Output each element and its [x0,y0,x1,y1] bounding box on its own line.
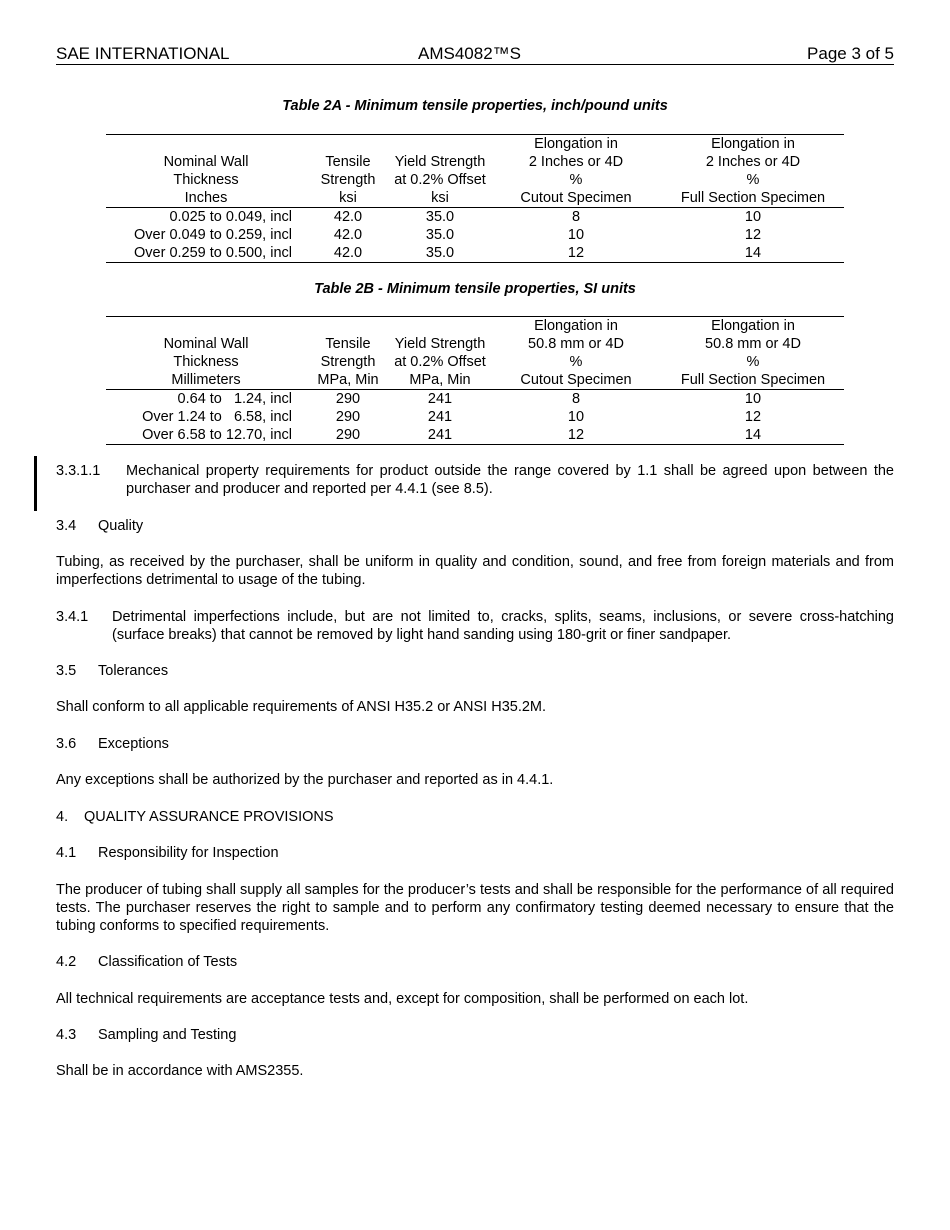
table-cell: Over 6.58 to 12.70, incl [106,426,306,445]
column-header-line: at 0.2% Offset [394,354,486,370]
column-header-line [390,135,490,153]
table-cell: 35.0 [425,227,455,243]
column-header-line: Strength [320,172,376,188]
column-header-line: Yield Strength [394,154,486,170]
section-3-5-number: 3.5 [56,663,77,679]
column-header-line [306,135,390,153]
section-3-4-title: Quality [98,518,144,534]
column-header-line: Full Section Specimen [680,372,826,388]
column-header-line [106,135,306,153]
table-row [106,208,844,227]
column-header-line: Strength [320,354,376,370]
column-header-line [390,317,490,335]
table-cell: 10 [567,409,585,425]
section-4-2-title: Classification of Tests [98,954,238,970]
table-cell: 290 [335,409,361,425]
column-header-line: ksi [431,190,449,206]
table-cell: 35.0 [425,209,455,225]
table-cell: 42.0 [333,227,363,243]
table-cell: 42.0 [306,244,390,263]
column-header-line: Cutout Specimen [520,190,632,206]
section-3-4-1-number: 3.4.1 [56,609,89,625]
table-cell: 10 [744,209,762,225]
page-header [56,44,894,65]
column-header-line: % [746,354,760,370]
table-cell: 42.0 [333,209,363,225]
header-organization: SAE INTERNATIONAL [56,44,230,63]
column-header [390,317,490,390]
column-header-line: 50.8 mm or 4D [528,336,624,352]
column-header-line: Millimeters [171,372,241,388]
table-cell: 14 [662,244,844,263]
column-header-line: ksi [339,190,357,206]
column-header-line: Elongation in [711,136,795,152]
table-2b-caption: Table 2B - Minimum tensile properties, SI units [314,281,636,297]
section-3-6-text: Any exceptions shall be authorized by the purchaser and reported as in 4.4.1. [56,772,554,788]
column-header-line: Tensile [325,336,371,352]
column-header-line: Full Section Specimen [680,190,826,206]
table-row [106,390,844,409]
column-header-line: Elongation in [711,318,795,334]
section-4-1-text: The producer of tubing shall supply all samples for the producer’s tests and shall be responsible for the performance of all required tests. The purchaser reserves the right to sample and to perform any confirmatory testing deemed necessary to ensure that the tubing conforms to specified requirements. [56,882,894,934]
header-page-number: Page 3 of 5 [807,44,894,63]
column-header-line: MPa, Min [409,372,471,388]
table-cell: 241 [427,391,453,407]
column-header [106,317,306,390]
section-3-6-number: 3.6 [56,736,77,752]
column-header-line: at 0.2% Offset [394,172,486,188]
column-header-line: Inches [184,190,228,206]
header-document-number: AMS4082™S [418,44,521,63]
column-header-line: Nominal Wall [163,336,249,352]
table-row [106,408,844,426]
column-header-line: 2 Inches or 4D [705,154,801,170]
column-header-line: Elongation in [534,136,618,152]
column-header-line: Thickness [173,354,239,370]
table-cell: 10 [567,227,585,243]
table-cell: 12 [490,426,662,445]
column-header-line [106,317,306,335]
column-header-line: Thickness [173,172,239,188]
section-4-3-title: Sampling and Testing [98,1027,237,1043]
section-3-4-number: 3.4 [56,518,77,534]
section-3-6-title: Exceptions [98,736,169,752]
section-4-3-text: Shall be in accordance with AMS2355. [56,1063,304,1079]
column-header-line: Elongation in [534,318,618,334]
column-header [390,135,490,208]
table-cell: 8 [571,391,581,407]
table-cell: 8 [571,209,581,225]
column-header-line: 2 Inches or 4D [528,154,624,170]
table-row [106,244,844,263]
section-4-2-text: All technical requirements are acceptance tests and, except for composition, shall be performed on each lot. [56,991,749,1007]
table-2a-caption: Table 2A - Minimum tensile properties, inch/pound units [282,98,668,114]
section-4-2-number: 4.2 [56,954,77,970]
column-header [306,317,390,390]
section-3-5-text: Shall conform to all applicable requirements of ANSI H35.2 or ANSI H35.2M. [56,699,547,715]
section-4-1-number: 4.1 [56,845,77,861]
column-header-line: Cutout Specimen [520,372,632,388]
table-cell: 10 [744,391,762,407]
section-4-title: QUALITY ASSURANCE PROVISIONS [84,809,334,825]
table-cell: Over 0.049 to 0.259, incl [134,227,292,243]
section-4-number: 4. [56,809,69,825]
column-header [662,317,844,390]
column-header [662,135,844,208]
table-cell: 35.0 [390,244,490,263]
column-header-line: % [569,354,583,370]
table-cell: 241 [427,409,453,425]
column-header-line: MPa, Min [317,372,379,388]
column-header [490,135,662,208]
section-3-3-1-1-number: 3.3.1.1 [56,463,101,479]
table-cell: 290 [306,426,390,445]
section-3-5-title: Tolerances [98,663,169,679]
table-cell: 0.64 to 1.24, incl [177,391,292,407]
table-row [106,426,844,445]
table-cell: 290 [335,391,361,407]
section-3-4-text: Tubing, as received by the purchaser, shall be uniform in quality and condition, sound, and free from foreign materials and from imperfections detrimental to usage of the tubing. [56,554,894,588]
table-header-row [106,135,844,208]
column-header-line: Tensile [325,154,371,170]
column-header-line: % [569,172,583,188]
column-header-line: 50.8 mm or 4D [705,336,801,352]
column-header-line: % [746,172,760,188]
table-cell: 12 [490,244,662,263]
table-cell: 14 [662,426,844,445]
table-cell: 0.025 to 0.049, incl [169,209,292,225]
revision-change-bar [34,456,37,511]
column-header-line [306,317,390,335]
column-header [306,135,390,208]
column-header [106,135,306,208]
column-header-line: Yield Strength [394,336,486,352]
section-3-4-1-text: Detrimental imperfections include, but are not limited to, cracks, splits, seams, inclusions, or severe cross-hatching (surface breaks) that cannot be removed by light hand sanding using 180-grit or finer sandpaper. [112,609,894,643]
table-cell: Over 0.259 to 0.500, incl [106,244,306,263]
column-header-line: Nominal Wall [163,154,249,170]
table-row [106,226,844,244]
column-header [490,317,662,390]
table-cell: 12 [744,409,762,425]
section-4-1-title: Responsibility for Inspection [98,845,279,861]
table-cell: 241 [390,426,490,445]
table-cell: Over 1.24 to 6.58, incl [142,409,292,425]
table-cell: 12 [744,227,762,243]
table-2b [106,316,844,445]
section-3-3-1-1-text: Mechanical property requirements for product outside the range covered by 1.1 shall be agreed upon between the purchaser and producer and reported per 4.4.1 (see 8.5). [126,463,894,497]
table-2a [106,134,844,263]
section-4-3-number: 4.3 [56,1027,77,1043]
table-header-row [106,317,844,390]
